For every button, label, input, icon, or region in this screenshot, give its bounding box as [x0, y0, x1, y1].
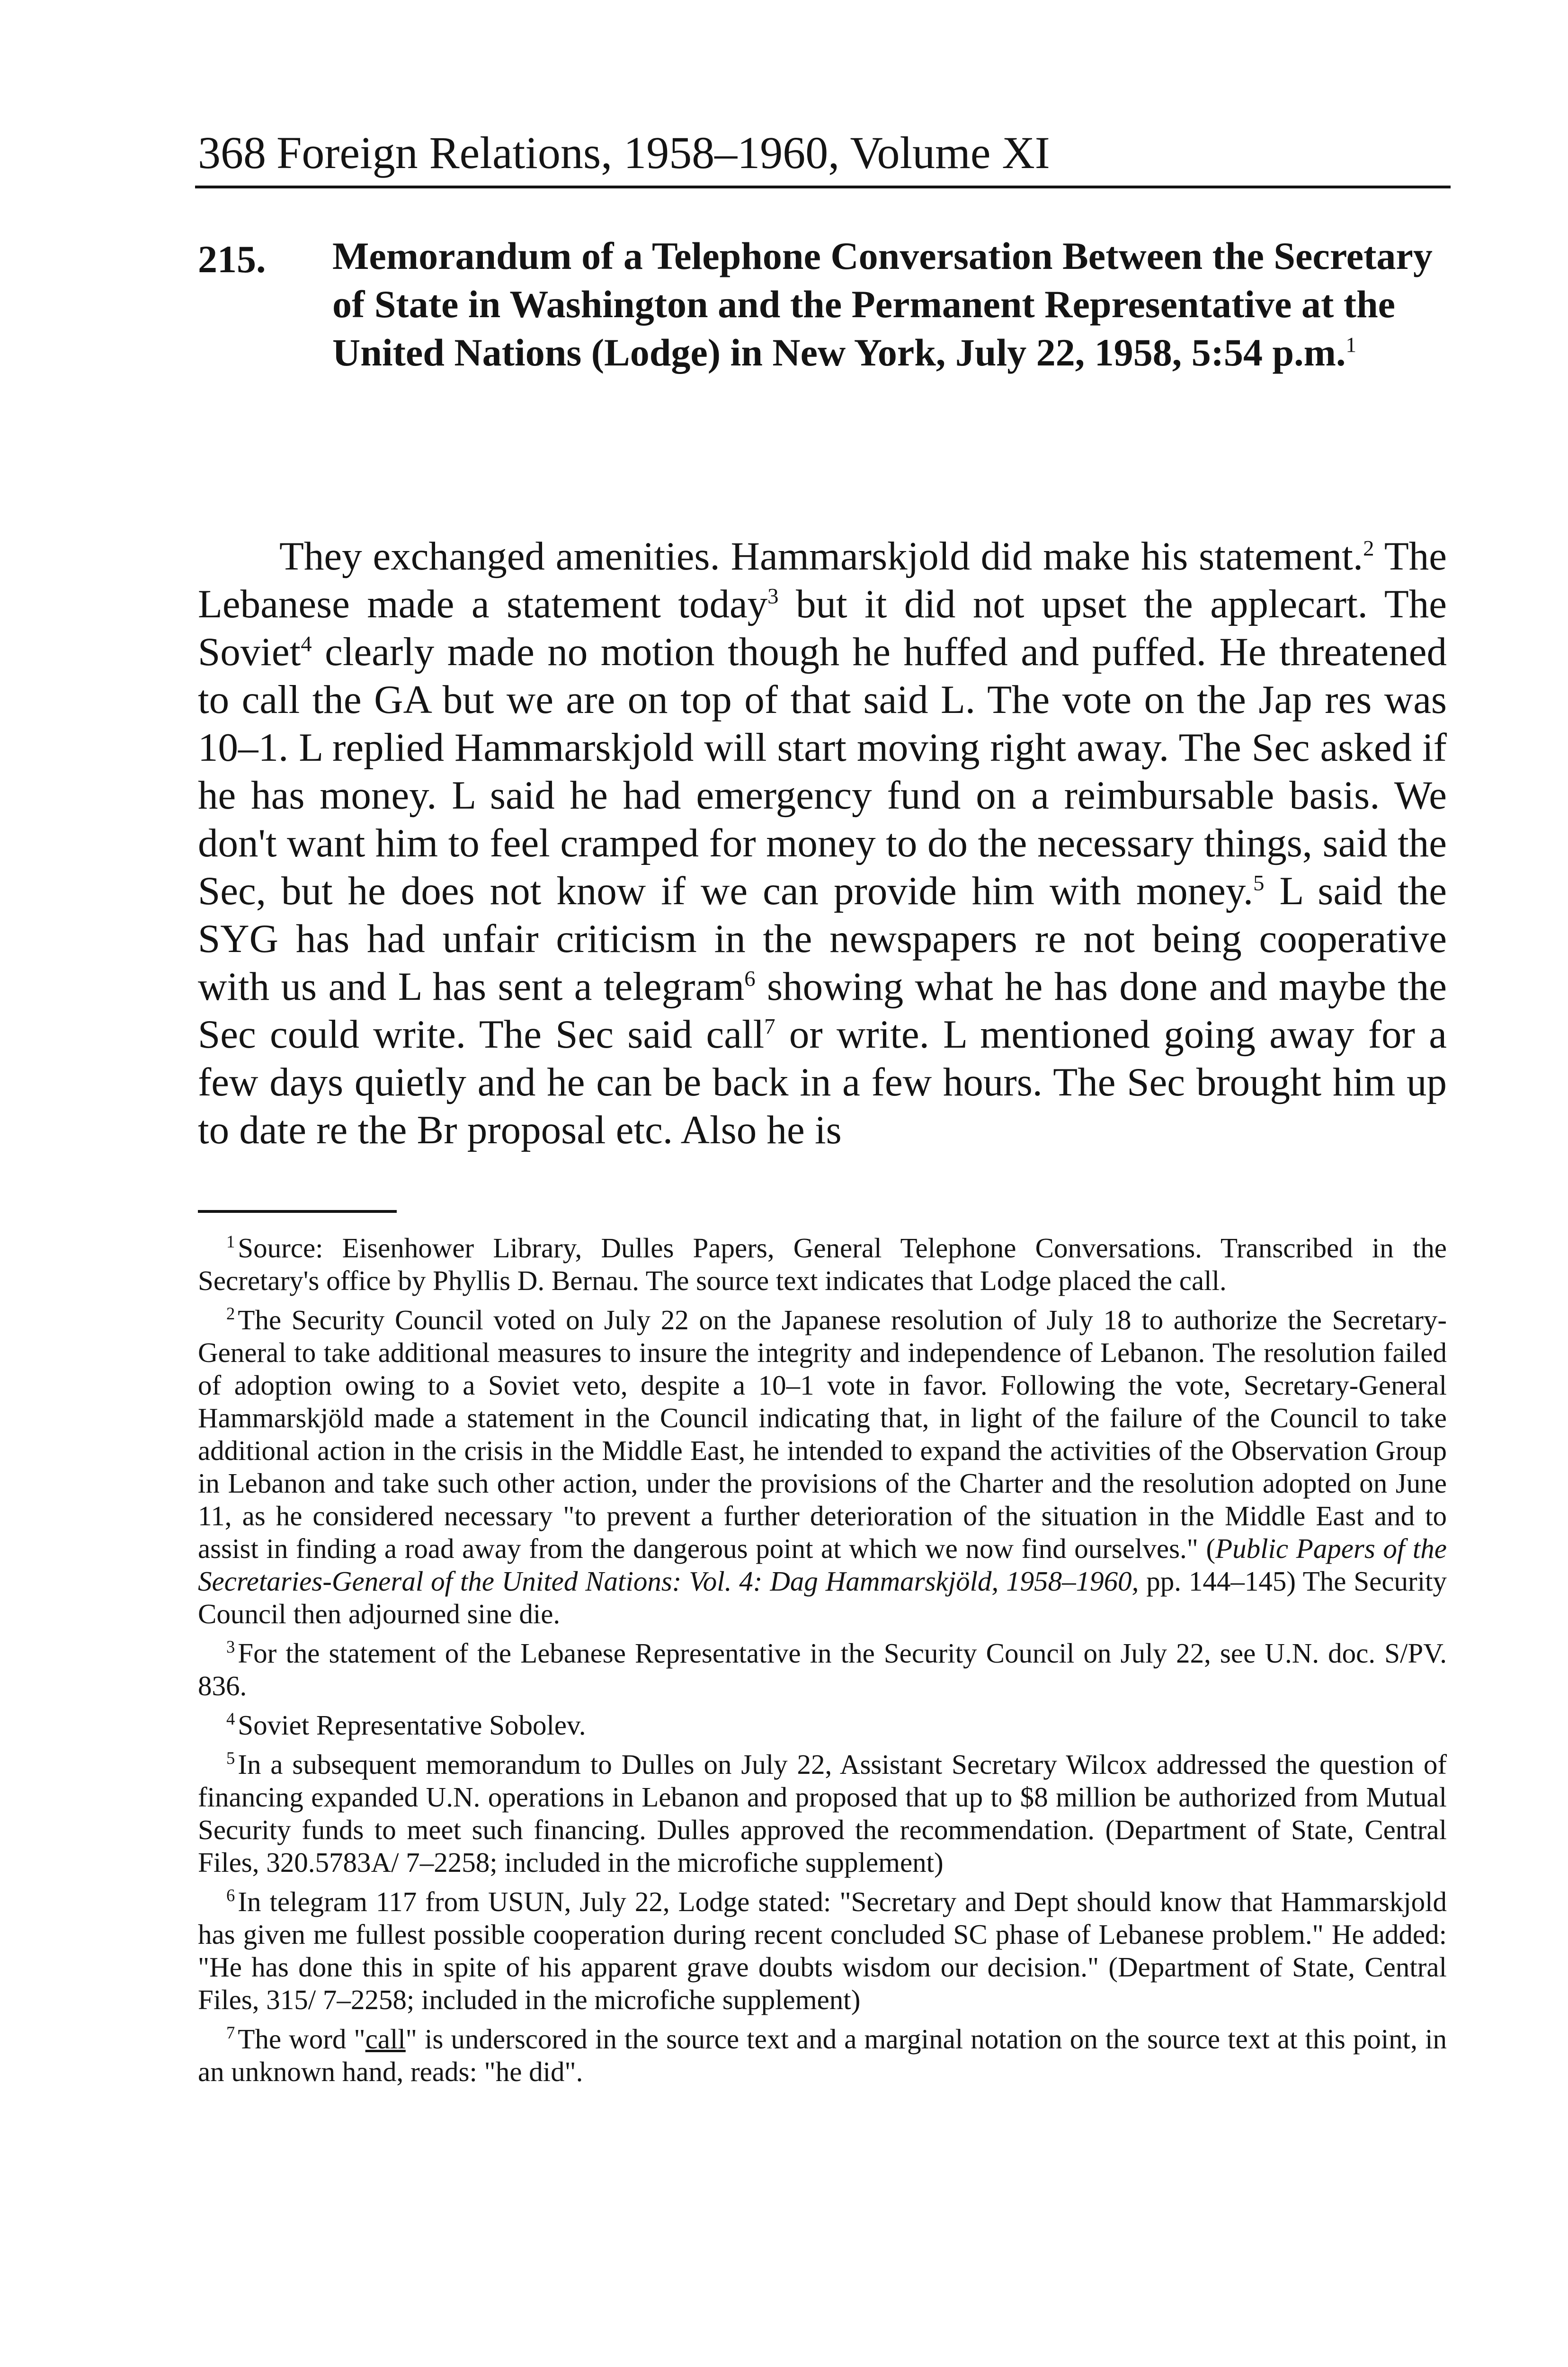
body-text-segment: clearly made no motion though he huffed and puffed. He threatened to call the GA but we are on top of that said L. The vote on the Jap res was 10–1. L replied Hammarskjold will start moving right away. The Sec asked if he has money. L said he had emergency fund on a reimbursable basis. We don't want him to feel cramped for money to do the necessary things, said the Sec, but he does not know if we can provide him with money. [198, 630, 1447, 913]
footnote-mark: 4 [226, 1709, 235, 1729]
footnote-rule [198, 1210, 397, 1213]
document-title [332, 232, 1450, 377]
footnote-ref-4[interactable]: 4 [301, 632, 312, 657]
footnote-mark: 1 [226, 1232, 235, 1252]
document-title-text: Memorandum of a Telephone Conversation Between the Secretary of State in Washington and the Permanent Representative at the United Nations (Lodge) in New York, July 22, 1958, 5:54 p.m. [332, 234, 1433, 374]
footnote-ref-2[interactable]: 2 [1363, 536, 1374, 561]
body-text-segment: showing what he has done and maybe the Sec could write. The Sec said call [198, 964, 1447, 1057]
footnote-3 [198, 1637, 1447, 1702]
footnote-ref-5[interactable]: 5 [1253, 871, 1265, 896]
footnote-citation: Public Papers of the Secretaries-General of the United Nations: Vol. 4: Dag Hammarskjöld, 1958–1960, [198, 1533, 1447, 1597]
footnote-text: Source: Eisenhower Library, Dulles Papers, General Telephone Conversations. Transcribed in the Secretary's office by Phyllis D. Bernau. The source text indicates that Lodge placed the call. [198, 1232, 1447, 1296]
body-text-segment: but it did not upset the applecart. The Soviet [198, 582, 1447, 674]
footnote-5 [198, 1748, 1447, 1879]
footnote-mark: 2 [226, 1304, 235, 1324]
footnote-text: For the statement of the Lebanese Representative in the Security Council on July 22, see U.N. doc. S/PV. 836. [198, 1637, 1447, 1701]
header-rule [195, 186, 1451, 188]
document-number: 215. [198, 238, 266, 281]
footnote-2 [198, 1304, 1447, 1630]
body-text-segment: L said the SYG has had unfair criticism in the newspapers re not being cooperative with us and L has sent a telegram [198, 869, 1447, 1009]
series-title: Foreign Relations, 1958–1960, Volume XI [276, 127, 1050, 178]
body-paragraph [198, 533, 1447, 1154]
footnote-mark: 7 [226, 2023, 235, 2043]
body-text-segment: or write. L mentioned going away for a few days quietly and he can be back in a few hours. The Sec brought him up to date re the Br proposal etc. Also he is [198, 1012, 1447, 1152]
footnote-text: Soviet Representative Sobolev. [238, 1709, 586, 1741]
footnote-7 [198, 2023, 1447, 2088]
footnote-mark: 3 [226, 1637, 235, 1657]
running-head [198, 127, 1438, 179]
footnote-4 [198, 1709, 1447, 1742]
body-text-segment: The Lebanese made a statement today [198, 534, 1447, 626]
footnote-text: In a subsequent memorandum to Dulles on July 22, Assistant Secretary Wilcox addressed the question of financing expanded U.N. operations in Lebanon and proposed that up to $8 million be authorized from Mutual Security funds to meet such financing. Dulles approved the recommendation. (Department of State, Central Files, 320.5783A/ 7–2258; included in the microfiche supplement) [198, 1749, 1447, 1878]
footnotes [198, 1232, 1447, 2095]
footnote-6 [198, 1886, 1447, 2016]
footnote-text: " is underscored in the source text and a marginal notation on the source text at this point, in an unknown hand, reads: "he did". [198, 2023, 1447, 2087]
footnote-1 [198, 1232, 1447, 1297]
underlined-word: call [365, 2023, 406, 2055]
footnote-text: The Security Council voted on July 22 on the Japanese resolution of July 18 to authorize the Secretary-General to take additional measures to insure the integrity and independence of Lebanon. The resolution failed of adoption owing to a Soviet veto, despite a 10–1 vote in favor. Following the vote, Secretary-General Hammarskjöld made a statement in the Council indicating that, in light of the failure of the Council to take additional action in the crisis in the Middle East, he intended to expand the activities of the Observation Group in Lebanon and take such other action, under the provisions of the Charter and the resolution adopted on June 11, as he considered necessary "to prevent a further deterioration of the situation in the Middle East and to assist in finding a road away from the dangerous point at which we now find ourselves." ( [198, 1304, 1447, 1564]
footnote-ref-7[interactable]: 7 [764, 1014, 775, 1039]
body-text-segment: They exchanged amenities. Hammarskjold did make his statement. [279, 534, 1363, 578]
footnote-text: The word " [238, 2023, 365, 2055]
footnote-text: pp. 144–145) The Security Council then adjourned sine die. [198, 1566, 1447, 1629]
title-note-ref[interactable]: 1 [1345, 333, 1356, 357]
page-number: 368 [198, 127, 266, 178]
footnote-mark: 5 [226, 1748, 235, 1768]
footnote-ref-6[interactable]: 6 [744, 966, 756, 991]
footnote-mark: 6 [226, 1886, 235, 1905]
footnote-text: In telegram 117 from USUN, July 22, Lodge stated: "Secretary and Dept should know that Hammarskjold has given me fullest possible cooperation during recent concluded SC phase of Lebanese problem." He added: "He has done this in spite of his apparent grave doubts wisdom our decision." (Department of State, Central Files, 315/ 7–2258; included in the microfiche supplement) [198, 1886, 1447, 2015]
footnote-ref-3[interactable]: 3 [767, 584, 779, 609]
